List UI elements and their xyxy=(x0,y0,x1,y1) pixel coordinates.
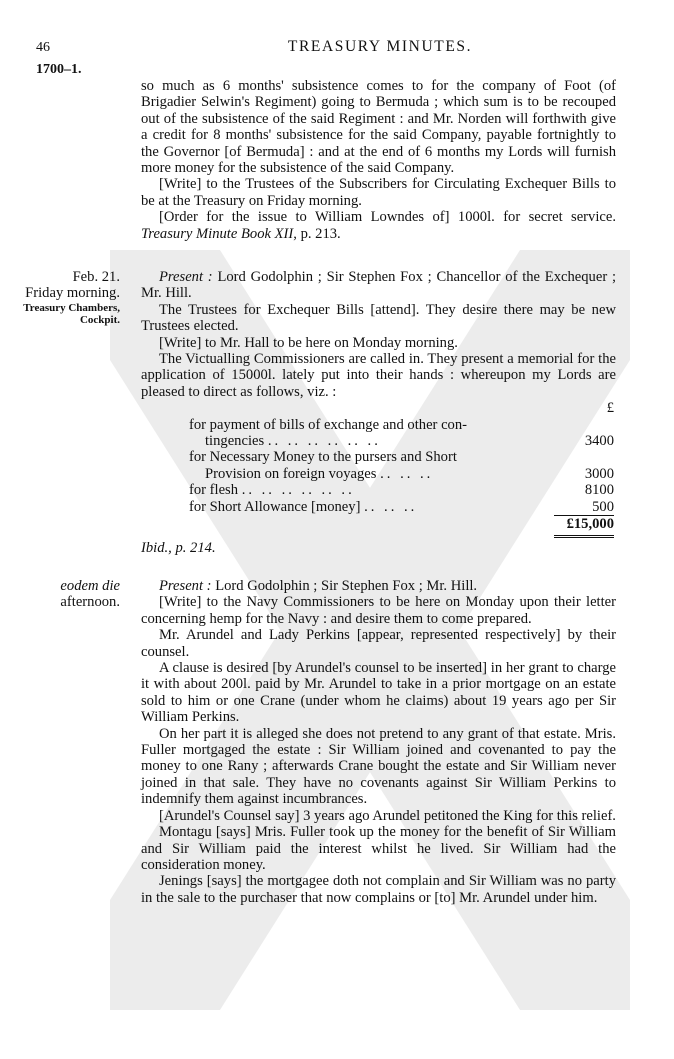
section-continuation xyxy=(141,78,616,242)
paragraph: A clause is desired [by Arundel's counsel to be inserted] in her grant to charge it with about 200l. paid by Mr. Arundel to take in a prior mortgage on an estate sold to him or one Crane (under whom he claims) about 19 years ago per Sir William Perkins. xyxy=(141,660,616,726)
page-number: 46 xyxy=(36,40,50,55)
margin-year: 1700–1. xyxy=(36,62,82,77)
item-amount: 500 xyxy=(592,498,614,515)
section-feb-21 xyxy=(141,269,616,538)
section-afternoon xyxy=(141,578,616,906)
table-row xyxy=(189,499,614,516)
double-rule xyxy=(554,535,614,538)
paragraph: [Write] to Mr. Hall to be here on Monday morning. xyxy=(159,334,458,351)
paragraph: The Victualling Commissioners are called in. They present a memorial for the application of 15000l. lately put into their hands : whereupon my Lords are pleased to direct as follows, viz. : xyxy=(141,351,616,400)
present-names: Lord Godolphin ; Sir Stephen Fox ; Mr. Hill. xyxy=(211,578,478,594)
item-amount: 8100 xyxy=(584,482,614,499)
item-label: tingencies .. .. .. .. .. .. xyxy=(205,433,381,450)
present-line xyxy=(141,269,616,302)
margin-note-feb-21 xyxy=(20,269,120,327)
margin-place: Treasury Chambers, Cockpit. xyxy=(23,301,120,327)
total-row xyxy=(189,516,614,538)
source-reference: Treasury Minute Book XII xyxy=(141,225,294,242)
total-amount: £15,000 xyxy=(554,516,614,538)
item-label: Provision on foreign voyages .. .. .. xyxy=(205,465,434,482)
victualling-accounts-table xyxy=(189,400,614,537)
currency-header: £ xyxy=(606,400,614,417)
paragraph: [Arundel's Counsel say] 3 years ago Arundel petitoned the King for this relief. xyxy=(159,807,616,824)
paragraph: [Write] to the Trustees of the Subscribers for Circulating Exchequer Bills to be at the Treasury on Friday morning. xyxy=(141,176,616,209)
present-label: Present : xyxy=(159,578,212,594)
present-names: Lord Godolphin ; Sir Stephen Fox ; Chancellor of the Exchequer ; Mr. Hill. xyxy=(141,269,617,302)
table-row xyxy=(189,449,614,465)
margin-note-eodem-die xyxy=(20,578,120,611)
order-paragraph xyxy=(141,209,616,242)
table-row xyxy=(189,482,614,498)
paragraph: so much as 6 months' subsistence comes to for the company of Foot (of Brigadier Selwin's Regiment) going to Bermuda ; which sum is to be recouped out of the subsistence of the said Regiment : and Mr. Norden will forthwith give a credit for 8 months' subsistence for the said Company, payable fortnightly to the Governor [of Bermuda] : and at the end of 6 months my Lords will furnish more money for the subsistence of the said Company. xyxy=(141,78,616,177)
paragraph: Jenings [says] the mortgagee doth not complain and Sir William was no party in the sale to the purchaser that now complains or [to] Mr. Arundel under him. xyxy=(141,873,616,906)
paragraph: The Trustees for Exchequer Bills [attend]. They desire there may be new Trustees elected. xyxy=(141,301,616,335)
source-page: , p. 213. xyxy=(293,225,341,242)
item-amount: 3400 xyxy=(584,433,614,450)
item-amount: 3000 xyxy=(584,465,614,482)
table-row xyxy=(189,466,614,482)
table-row xyxy=(189,417,614,433)
paragraph: Mr. Arundel and Lady Perkins [appear, represented respectively] by their counsel. xyxy=(141,627,616,660)
item-label: for Necessary Money to the pursers and Short xyxy=(189,449,457,466)
running-title: TREASURY MINUTES. xyxy=(287,38,473,55)
present-line xyxy=(141,578,616,594)
item-label: for payment of bills of exchange and other con- xyxy=(189,416,467,433)
paragraph: [Write] to the Navy Commissioners to be here on Monday upon their letter concerning hemp for the Navy : and desire them to come prepared. xyxy=(141,594,616,627)
margin-time: Friday morning. xyxy=(25,285,120,302)
margin-date: eodem die xyxy=(60,578,120,594)
paragraph: On her part it is alleged she does not pretend to any grant of that estate. Mris. Fuller mortgaged the estate : Sir William joined and covenanted to pay the money to one Rany ; afterwards Crane bought the estate and Sir William never joined in that sale. They have no covenants against Sir William Perkins to indemnify them against incumbrances. xyxy=(141,725,616,808)
paragraph: Montagu [says] Mris. Fuller took up the money for the benefit of Sir William and Sir William paid the interest whilst he lived. Sir William had the consideration money. xyxy=(141,824,616,873)
table-row xyxy=(189,433,614,449)
ibid-reference: Ibid., p. 214. xyxy=(141,540,216,556)
present-label: Present : xyxy=(159,269,213,285)
margin-date: Feb. 21. xyxy=(72,269,120,285)
item-label: for flesh .. .. .. .. .. .. xyxy=(189,482,355,499)
order-text: [Order for the issue to William Lowndes of] 1000l. for secret service. xyxy=(159,209,616,226)
table-row xyxy=(189,400,614,416)
item-label: for Short Allowance [money] .. .. .. xyxy=(189,499,418,516)
margin-time: afternoon. xyxy=(60,594,120,611)
